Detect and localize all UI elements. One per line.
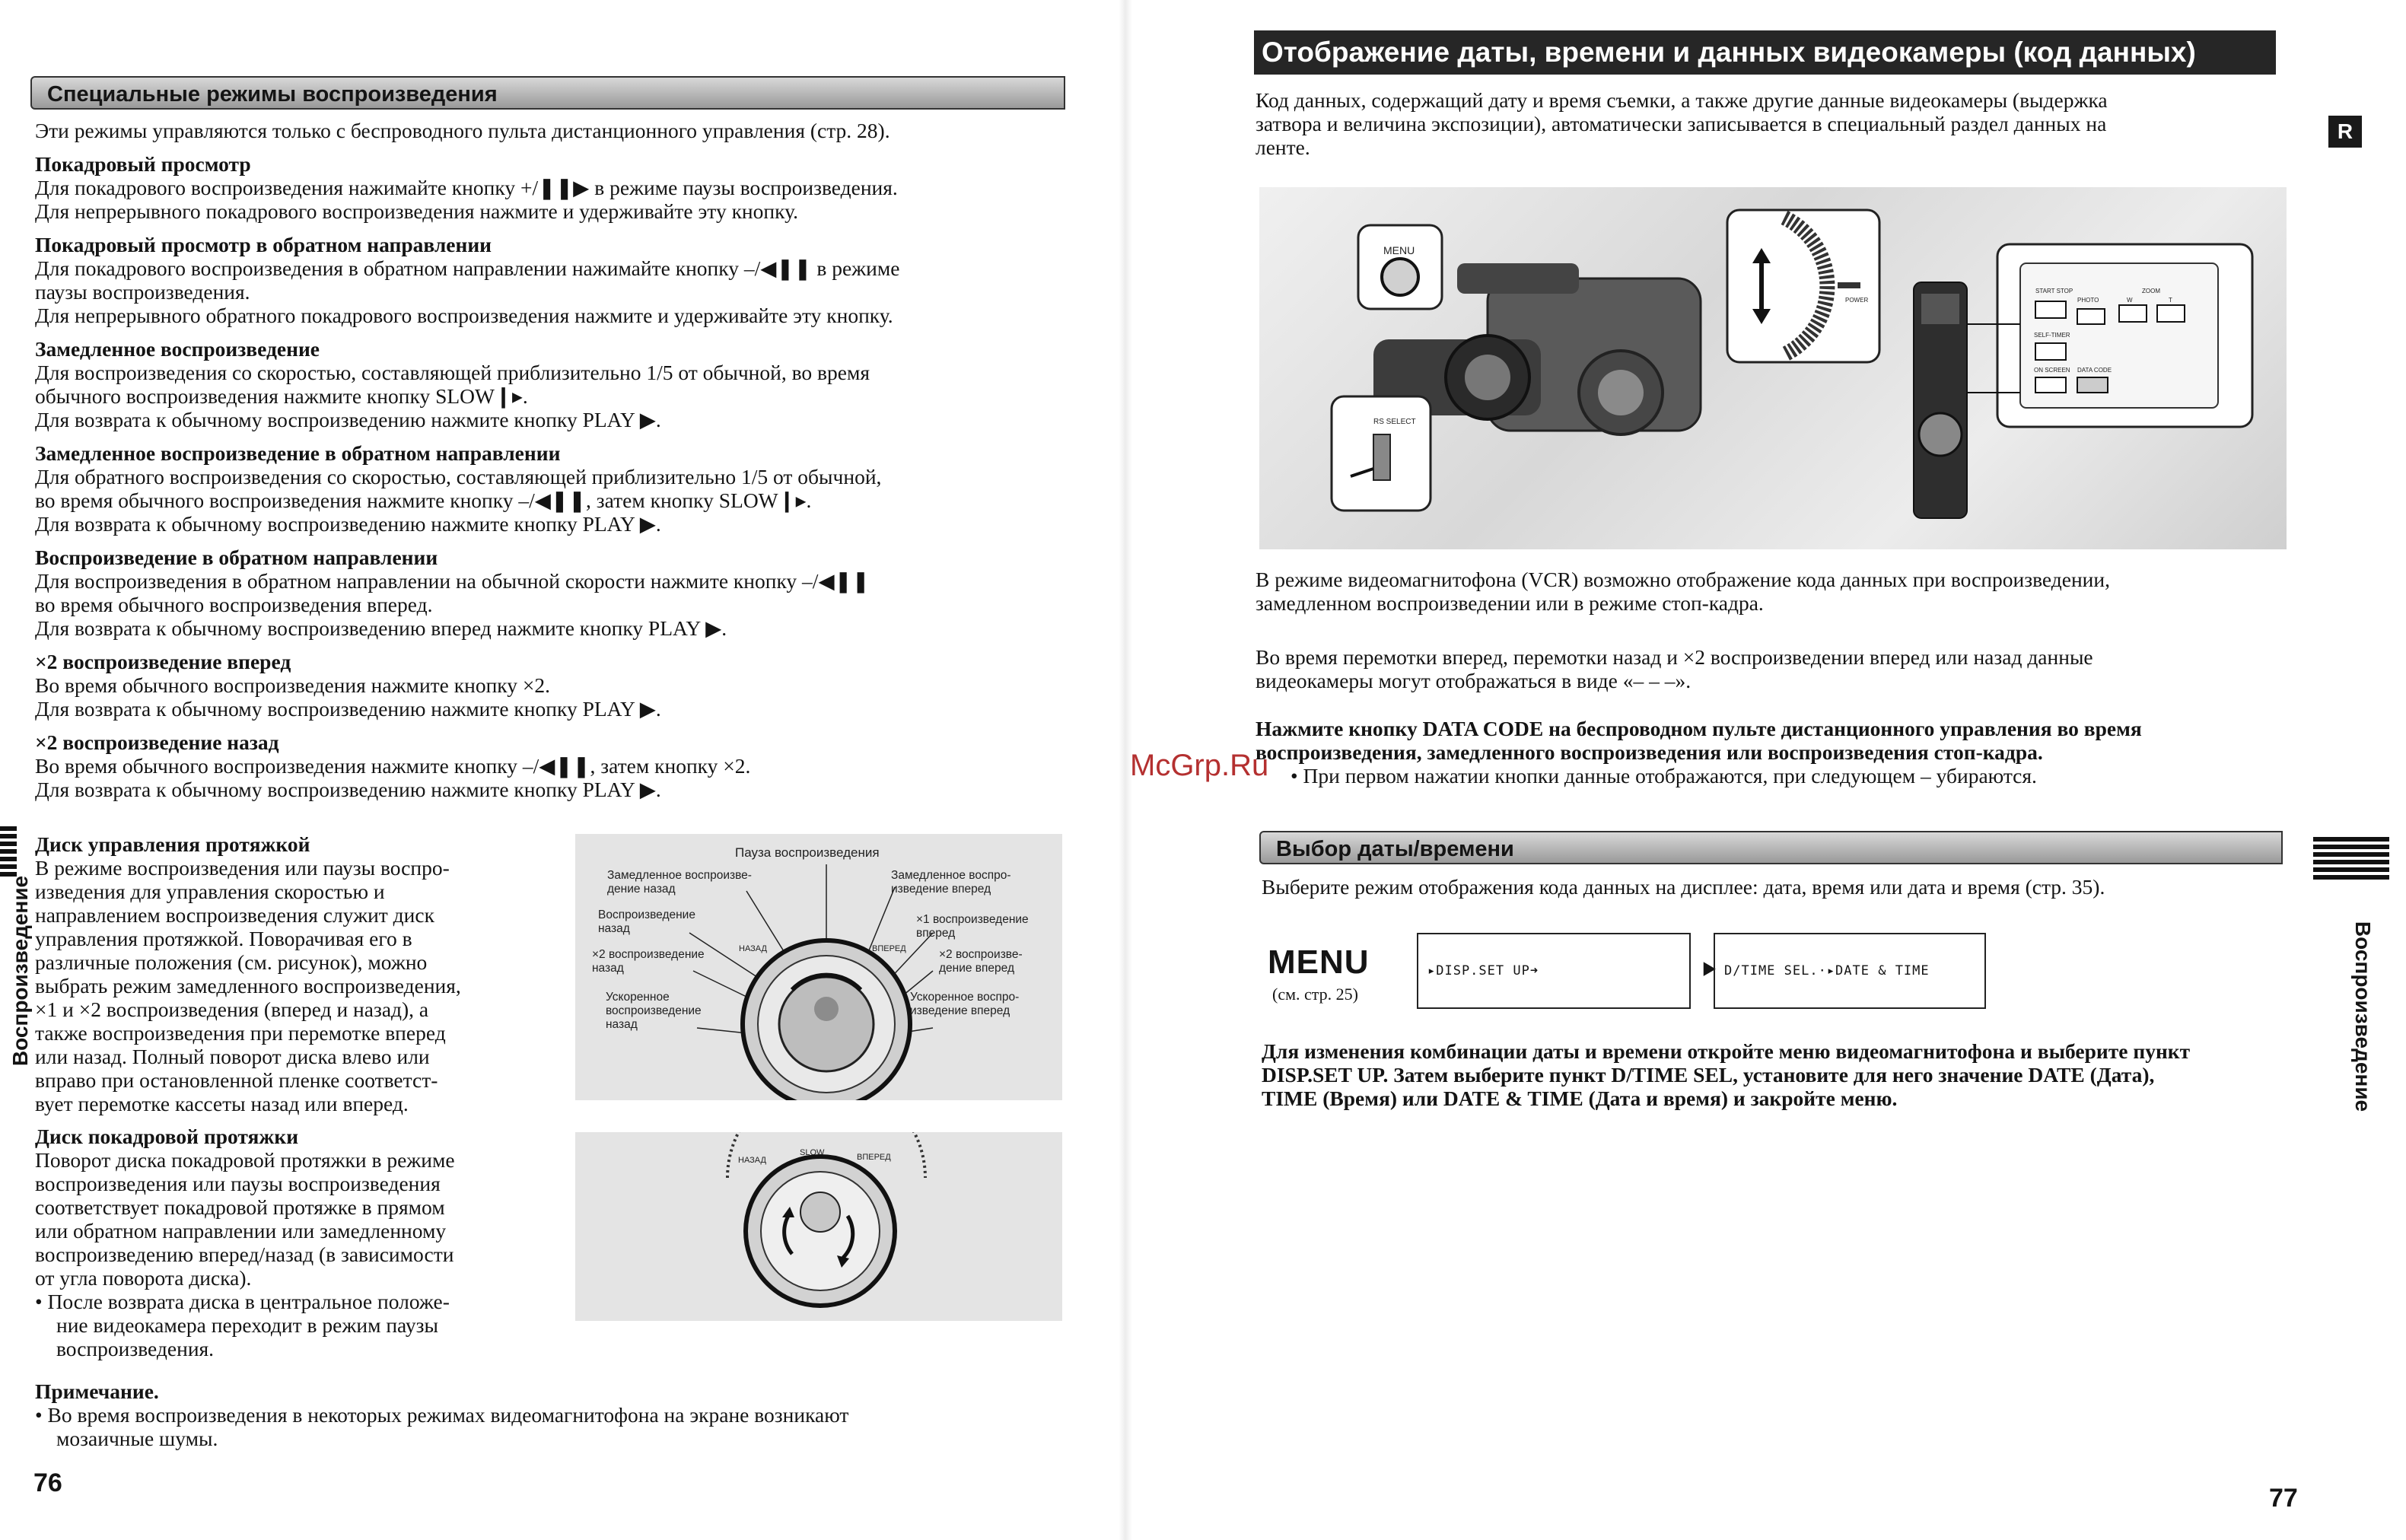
section-frame-advance [35, 152, 1085, 223]
section-slow-reverse [35, 441, 1085, 536]
remote-t: T [2169, 297, 2172, 304]
remote-self-timer: SELF-TIMER [2034, 332, 2070, 339]
page-76 [0, 0, 1126, 1540]
remote-zoom: ZOOM [2142, 288, 2160, 294]
text-line: затвора и величина экспозиции), автоматически записывается в специальный раздел данных на [1256, 112, 2107, 135]
text-line: изведения для управления скоростью и [35, 880, 385, 903]
label-ff-fwd: Ускоренное воспро- изведение вперед [910, 991, 1020, 1017]
text-line: также воспроизведения при перемотке вперед [35, 1021, 446, 1045]
section-title: Замедленное воспроизведение в обратном направлении [35, 441, 561, 465]
text-line: В режиме воспроизведения или паузы воспро- [35, 856, 450, 880]
shuttle-section [35, 832, 552, 1360]
section-title: Диск управления протяжкой [35, 832, 310, 856]
intro: Эти режимы управляются только с беспроводного пульта дистанционного управления (стр. 28). [35, 119, 890, 142]
label-slow-back: Замедленное воспроизве- дение назад [607, 869, 752, 896]
rs-label: RS SELECT [1373, 418, 1416, 426]
label-inner-fwd: ВПЕРЕД [872, 944, 906, 953]
text-line: управления протяжкой. Поворачивая его в [35, 927, 412, 950]
camera-figure [1259, 187, 2287, 549]
text-line: Во время перемотки вперед, перемотки назад и ×2 воспроизведении вперед или назад данные [1256, 645, 2093, 669]
section-title: Диск покадровой протяжки [35, 1125, 299, 1148]
menu-step-time: D/TIME SEL.·▸DATE & TIME [1714, 933, 1986, 1009]
shuttle-dial-figure [575, 834, 1062, 1100]
text-line: или назад. Полный поворот диска влево или [35, 1045, 430, 1068]
body-text [1256, 568, 2283, 788]
label-x1-fwd: ×1 воспроизведение вперед [916, 913, 1029, 940]
text-line: соответствует покадровой протяжке в прямом [35, 1195, 445, 1219]
text-line: ленте. [1256, 135, 1310, 159]
page-number: 77 [2269, 1484, 2298, 1513]
label-pause: Пауза воспроизведения [735, 845, 880, 860]
side-marker [2313, 837, 2389, 881]
note-title: Примечание. [35, 1379, 159, 1403]
text-line: В режиме видеомагнитофона (VCR) возможно отображение кода данных при воспроизведении, [1256, 568, 2110, 591]
section-x2-forward [35, 650, 1085, 721]
text-line: Для воспроизведения со скоростью, составляющей приблизительно 1/5 от обычной, во время [35, 361, 870, 384]
bullet-line: ние видеокамера переходит в режим паузы [56, 1313, 438, 1337]
text-line: от угла поворота диска). [35, 1266, 252, 1290]
text-line: Нажмите кнопку DATA CODE на беспроводном пульте дистанционного управления во время [1256, 717, 2142, 740]
text-line: замедленном воспроизведении или в режиме стоп-кадра. [1256, 591, 1764, 615]
text-line: воспроизведению вперед/назад (в зависимости [35, 1242, 454, 1266]
text-line: Для возврата к обычному воспроизведению нажмите кнопку PLAY ▶. [35, 778, 661, 801]
section-slow [35, 337, 1085, 431]
side-marker [0, 826, 17, 877]
label-x2-back: ×2 воспроизведение назад [592, 948, 705, 975]
intro-text [1256, 88, 2283, 159]
remote-start: START STOP [2035, 288, 2073, 294]
remote-photo: PHOTO [2077, 297, 2099, 304]
section-title: ×2 воспроизведение вперед [35, 650, 291, 673]
text-line: Для возврата к обычному воспроизведению нажмите кнопку PLAY ▶. [35, 408, 661, 431]
text-line: Для возврата к обычному воспроизведению вперед нажмите кнопку PLAY ▶. [35, 616, 727, 640]
side-tab: Воспроизведение [2351, 921, 2376, 1112]
remote-on-screen: ON SCREEN [2034, 367, 2070, 374]
text-line: паузы воспроизведения. [35, 280, 250, 304]
text-line: видеокамеры могут отображаться в виде «– – –». [1256, 669, 1692, 692]
text-line: воспроизведения или паузы воспроизведения [35, 1172, 441, 1195]
section-title: Замедленное воспроизведение [35, 337, 320, 361]
text-line: во время обычного воспроизведения нажмите кнопку –/◀❚❚, затем кнопку SLOW❙▸. [35, 488, 812, 512]
page-number: 76 [33, 1468, 62, 1497]
jog-dial-figure [575, 1132, 1062, 1321]
section-title: Покадровый просмотр [35, 152, 251, 176]
main-text [35, 119, 1085, 801]
text-line: во время обычного воспроизведения вперед. [35, 593, 433, 616]
note-line: мозаичные шумы. [56, 1427, 218, 1450]
menu-step-disp: ▸DISP.SET UP➜ [1417, 933, 1691, 1009]
bullet-line: • После возврата диска в центральное положе- [35, 1290, 450, 1313]
text-line: Для обратного воспроизведения со скоростью, составляющей приблизительно 1/5 от обычной, [35, 465, 882, 488]
arrow-icon: ⯈ [1698, 956, 1720, 986]
text-line: Для непрерывного обратного покадрового воспроизведения нажмите и удерживайте эту кнопку. [35, 304, 893, 327]
page-77 [1126, 0, 2406, 1540]
section-header: Специальные режимы воспроизведения [30, 76, 1065, 110]
watermark: McGrp.Ru [1130, 749, 1269, 782]
text-line: Код данных, содержащий дату и время съемки, а также другие данные видеокамеры (выдержка [1256, 88, 2108, 112]
text-line: или обратном направлении или замедленному [35, 1219, 447, 1242]
section-title: Покадровый просмотр в обратном направлении [35, 233, 492, 256]
menu-ref: (см. стр. 25) [1272, 985, 1358, 1004]
text-line: различные положения (см. рисунок), можно [35, 950, 428, 974]
bullet-line: воспроизведения. [56, 1337, 215, 1360]
text-line: Для покадрового воспроизведения нажимайте кнопку +/❚❚▶ в режиме паузы воспроизведения. [35, 176, 898, 199]
text-line: DISP.SET UP. Затем выберите пункт D/TIME SEL, установите для него значение DATE (Дата), [1262, 1063, 2155, 1087]
section-title: Воспроизведение в обратном направлении [35, 546, 438, 569]
label-jog-fwd: ВПЕРЕД [857, 1153, 891, 1162]
label-slow-fwd: Замедленное воспро- изведение вперед [891, 869, 1011, 896]
jog-section [35, 1125, 552, 1360]
text-line: Для возврата к обычному воспроизведению нажмите кнопку PLAY ▶. [35, 512, 661, 536]
text-line: Для непрерывного покадрового воспроизведения нажмите и удерживайте эту кнопку. [35, 199, 798, 223]
bullet-line: • При первом нажатии кнопки данные отображаются, при следующем – убираются. [1291, 764, 2037, 788]
text-line: Поворот диска покадровой протяжки в режиме [35, 1148, 455, 1172]
menu-instructions [1262, 1039, 2289, 1110]
side-tab: Воспроизведение [8, 875, 33, 1067]
camcorder-icon [1259, 187, 2287, 549]
text-line: Выберите режим отображения кода данных на дисплее: дата, время или дата и время (стр. 35). [1262, 875, 2105, 899]
text-line: Для воспроизведения в обратном направлении на обычной скорости нажмите кнопку –/◀❚❚ [35, 569, 870, 593]
label-play-back: Воспроизведение назад [598, 908, 695, 935]
text-line: TIME (Время) или DATE & TIME (Дата и время) и закройте меню. [1262, 1087, 1898, 1110]
select-text [1262, 875, 2289, 899]
label-jog-back: НАЗАД [738, 1156, 766, 1165]
section-title: ×2 воспроизведение назад [35, 730, 279, 754]
section-frame-reverse [35, 233, 1085, 327]
jog-dial-icon [575, 1132, 1062, 1321]
text-line: обычного воспроизведения нажмите кнопку SLOW❙▸. [35, 384, 528, 408]
text-line: Во время обычного воспроизведения нажмите кнопку ×2. [35, 673, 551, 697]
menu-label: MENU [1383, 244, 1415, 256]
remote-data-code: DATA CODE [2077, 367, 2112, 374]
label-jog-slow: SLOW [800, 1148, 825, 1157]
section-x2-reverse [35, 730, 1085, 801]
text-line: Для возврата к обычному воспроизведению нажмите кнопку PLAY ▶. [35, 697, 661, 721]
section-reverse [35, 546, 1085, 640]
section-header: Выбор даты/времени [1259, 831, 2283, 864]
text-line: ×1 и ×2 воспроизведения (вперед и назад), а [35, 998, 429, 1021]
text-line: Для покадрового воспроизведения в обратном направлении нажимайте кнопку –/◀❚❚ в режиме [35, 256, 900, 280]
label-inner-back: НАЗАД [739, 944, 767, 953]
menu-word: MENU [1268, 943, 1370, 981]
r-tab [2328, 116, 2362, 148]
text-line: Во время обычного воспроизведения нажмите кнопку –/◀❚❚, затем кнопку ×2. [35, 754, 751, 778]
label-ff-back: Ускоренное воспроизведение назад [606, 991, 702, 1031]
power-label: POWER [1845, 297, 1869, 304]
label-x2-fwd: ×2 воспроизве- дение вперед [939, 948, 1023, 975]
text-line: направлением воспроизведения служит диск [35, 903, 434, 927]
text-line: воспроизведения, замедленного воспроизведения или воспроизведения стоп-кадра. [1256, 740, 2043, 764]
note-line: • Во время воспроизведения в некоторых режимах видеомагнитофона на экране возникают [35, 1403, 849, 1427]
note-section [35, 1379, 1085, 1450]
remote-w: W [2127, 297, 2133, 304]
text-line: Для изменения комбинации даты и времени откройте меню видеомагнитофона и выберите пункт [1262, 1039, 2191, 1063]
text-line: вправо при остановленной пленке соответст- [35, 1068, 438, 1092]
text-line: выбрать режим замедленного воспроизведения, [35, 974, 461, 998]
page-title: Отображение даты, времени и данных видеокамеры (код данных) [1254, 30, 2276, 75]
text-line: вует перемотке кассеты назад или вперед. [35, 1092, 409, 1115]
r-tab-label: R [2337, 119, 2353, 143]
